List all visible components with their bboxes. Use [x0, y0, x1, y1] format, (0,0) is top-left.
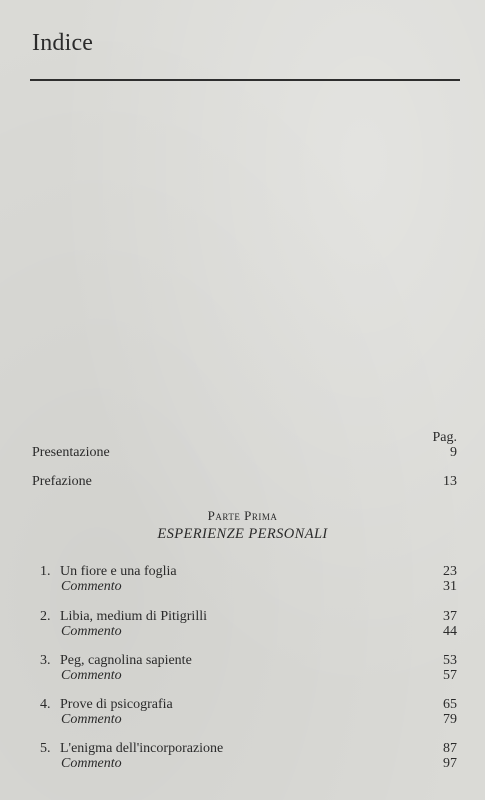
chapter-page: 23	[443, 564, 457, 579]
chapter-title: Un fiore e una foglia	[60, 564, 177, 579]
part-subtitle: ESPERIENZE PERSONALI	[157, 526, 328, 542]
chapter-entry-2	[40, 609, 457, 639]
chapter-entry-1	[40, 564, 457, 594]
chapter-page: 65	[443, 697, 457, 712]
toc-entry-prefazione	[32, 474, 457, 490]
toc-entry-page: 9	[450, 445, 457, 460]
comment-page: 44	[443, 624, 457, 639]
chapter-entry-5	[40, 741, 457, 771]
toc-entry-page: 13	[443, 474, 457, 489]
chapter-number: 1.	[40, 564, 51, 579]
chapter-page: 53	[443, 653, 457, 668]
chapter-entry-3	[40, 653, 457, 683]
page-title: Indice	[32, 30, 94, 56]
comment-page: 79	[443, 712, 457, 727]
chapter-number: 3.	[40, 653, 51, 668]
comment-label: Commento	[61, 712, 122, 727]
comment-page: 31	[443, 579, 457, 594]
chapter-title: L'enigma dell'incorporazione	[60, 741, 224, 756]
chapter-number: 5.	[40, 741, 51, 756]
title-divider	[30, 79, 460, 81]
toc-entry-label: Presentazione	[32, 445, 110, 460]
comment-page: 57	[443, 668, 457, 683]
comment-label: Commento	[61, 756, 122, 771]
chapter-number: 2.	[40, 609, 51, 624]
chapter-title: Peg, cagnolina sapiente	[60, 653, 192, 668]
chapter-title: Libia, medium di Pitigrilli	[60, 609, 207, 624]
comment-label: Commento	[61, 624, 122, 639]
toc-entry-label: Prefazione	[32, 474, 92, 489]
comment-page: 97	[443, 756, 457, 771]
comment-label: Commento	[61, 579, 122, 594]
part-title: Parte Prima	[207, 508, 278, 523]
chapter-number: 4.	[40, 697, 51, 712]
toc-entry-presentazione	[32, 445, 457, 461]
chapter-page: 87	[443, 741, 457, 756]
chapter-title: Prove di psicografia	[60, 697, 173, 712]
chapter-page: 37	[443, 609, 457, 624]
part-heading	[0, 508, 485, 524]
page-column-label: Pag.	[432, 430, 457, 445]
comment-label: Commento	[61, 668, 122, 683]
chapter-entry-4	[40, 697, 457, 727]
